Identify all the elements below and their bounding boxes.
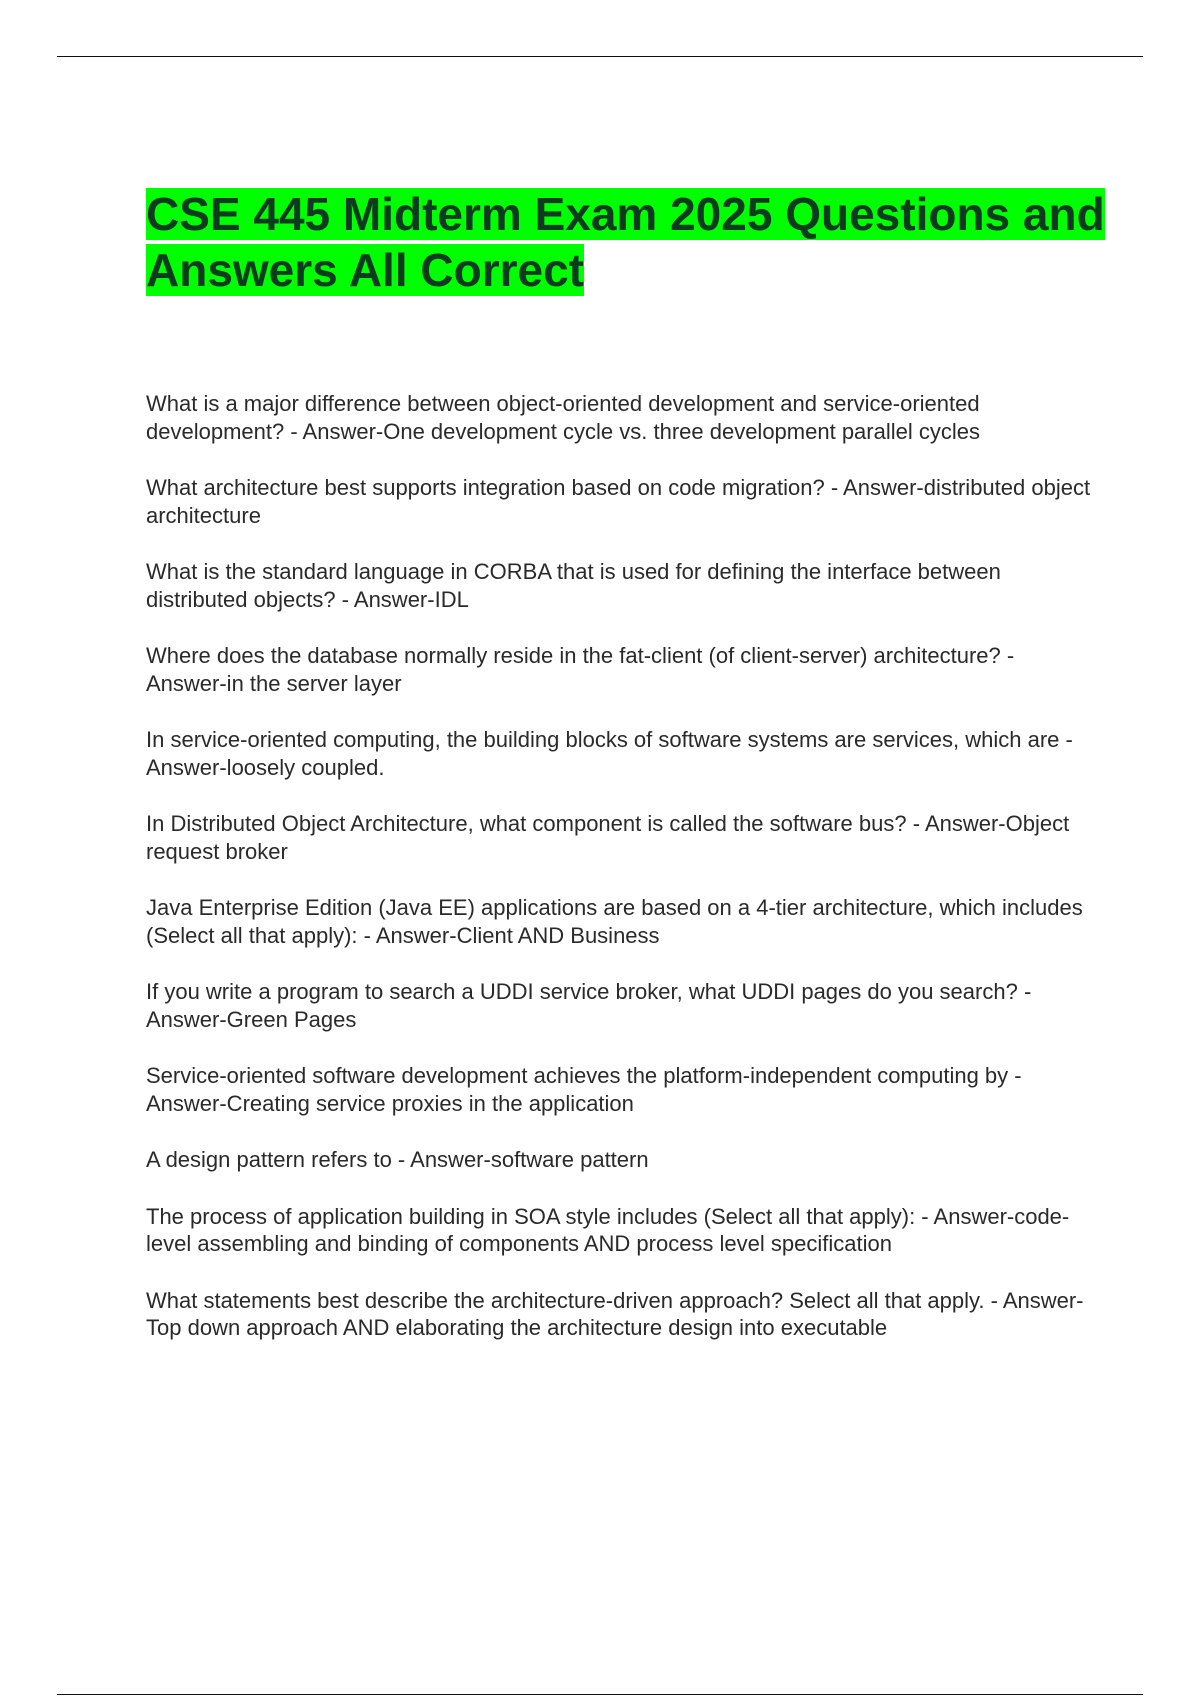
qa-item: What statements best describe the architecture-driven approach? Select all that apply. - Answer-Top down approach AND elaborating the architecture design into executable — [146, 1287, 1084, 1340]
qa-item: Service-oriented software development achieves the platform-independent computing by - Answer-Creating service proxies in the application — [146, 1063, 1022, 1116]
qa-item: In service-oriented computing, the building blocks of software systems are services, which are - Answer-loosely coupled. — [146, 727, 1073, 780]
qa-item: A design pattern refers to - Answer-software pattern — [146, 1147, 649, 1172]
footer-rule — [57, 1694, 1143, 1695]
document-title — [146, 186, 1106, 298]
qa-item: The process of application building in SOA style includes (Select all that apply): - Answer-code-level assembling and binding of components AND process level specification — [146, 1203, 1070, 1256]
qa-item: What is the standard language in CORBA that is used for defining the interface between distributed objects? - Answer-IDL — [146, 559, 1001, 612]
qa-item: What is a major difference between object-oriented development and service-oriented development? - Answer-One development cycle vs. three development parallel cycles — [146, 391, 980, 444]
qa-item: Where does the database normally reside in the fat-client (of client-server) architecture? - Answer-in the server layer — [146, 643, 1015, 696]
qa-item: What architecture best supports integration based on code migration? - Answer-distributed object architecture — [146, 475, 1091, 528]
qa-item: If you write a program to search a UDDI service broker, what UDDI pages do you search? - Answer-Green Pages — [146, 979, 1032, 1032]
qa-item: Java Enterprise Edition (Java EE) applications are based on a 4-tier architecture, which includes (Select all that apply): - Answer-Client AND Business — [146, 895, 1083, 948]
title-highlight: CSE 445 Midterm Exam 2025 Questions and Answers All Correct — [146, 188, 1105, 296]
header-rule — [57, 56, 1143, 57]
qa-list — [146, 390, 1096, 1371]
qa-item: In Distributed Object Architecture, what component is called the software bus? - Answer-Object request broker — [146, 811, 1070, 864]
